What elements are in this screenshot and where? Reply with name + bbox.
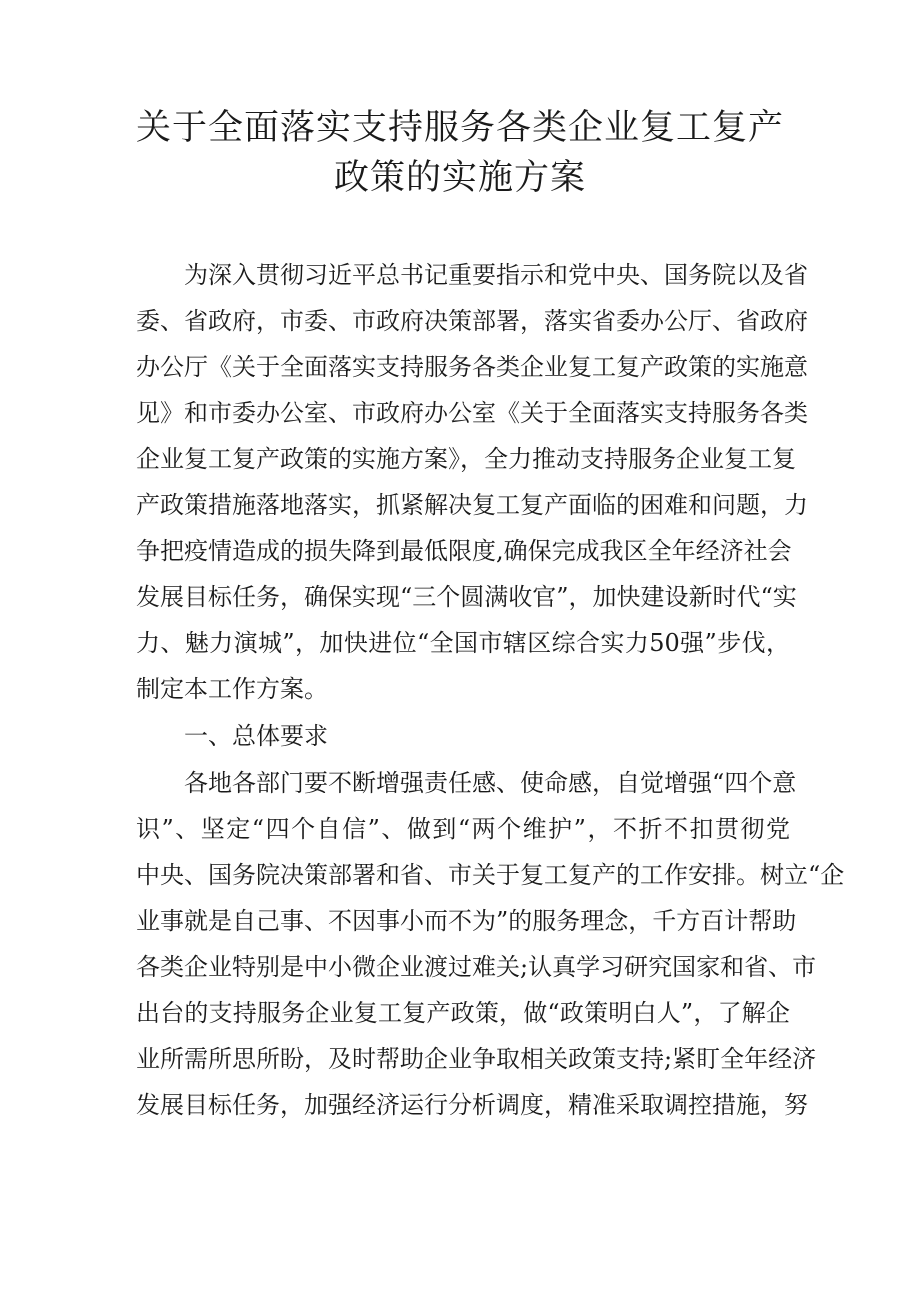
paragraph-line: 发展目标任务，确保实现“三个圆满收官”，加快建设新时代“实 [136, 583, 797, 611]
paragraph-line: 争把疫情造成的损失降到最低限度,确保完成我区全年经济社会 [136, 537, 792, 565]
paragraph-line: 业事就是自己事、不因事小而不为”的服务理念，千方百计帮助 [136, 907, 797, 935]
document-title-line-2: 政策的实施方案 [333, 158, 586, 198]
paragraph-line: 各地各部门要不断增强责任感、使命感，自觉增强“四个意 [184, 769, 797, 797]
paragraph-line: 企业复工复产政策的实施方案》，全力推动支持服务企业复工复 [136, 445, 796, 473]
paragraph-line: 业所需所思所盼，及时帮助企业争取相关政策支持;紧盯全年经济 [136, 1045, 817, 1073]
paragraph-line: 委、省政府，市委、市政府决策部署，落实省委办公厅、省政府 [136, 307, 808, 335]
paragraph-line: 识”、坚定“四个自信”、做到“两个维护”，不折不扣贯彻党 [136, 815, 790, 843]
paragraph-line: 见》和市委办公室、市政府办公室《关于全面落实支持服务各类 [136, 399, 808, 427]
paragraph-line: 出台的支持服务企业复工复产政策，做“政策明白人”，了解企 [136, 999, 790, 1027]
paragraph-line: 发展目标任务，加强经济运行分析调度，精准采取调控措施，努 [136, 1091, 808, 1119]
paragraph-line: 中央、国务院决策部署和省、市关于复工复产的工作安排。树立“企 [136, 861, 845, 889]
paragraph-line: 为深入贯彻习近平总书记重要指示和党中央、国务院以及省 [184, 261, 808, 289]
paragraph-line: 力、魅力演城”，加快进位“全国市辖区综合实力50强”步伐， [136, 629, 790, 657]
paragraph-line: 产政策措施落地落实，抓紧解决复工复产面临的困难和问题，力 [136, 491, 808, 519]
document-title-line-1: 关于全面落实支持服务各类企业复工复产 [135, 108, 784, 148]
paragraph-line: 制定本工作方案。 [136, 675, 328, 703]
section-heading: 一、总体要求 [184, 722, 328, 750]
paragraph-line: 办公厅《关于全面落实支持服务各类企业复工复产政策的实施意 [136, 353, 808, 381]
paragraph-line: 各类企业特别是中小微企业渡过难关;认真学习研究国家和省、市 [136, 953, 817, 981]
